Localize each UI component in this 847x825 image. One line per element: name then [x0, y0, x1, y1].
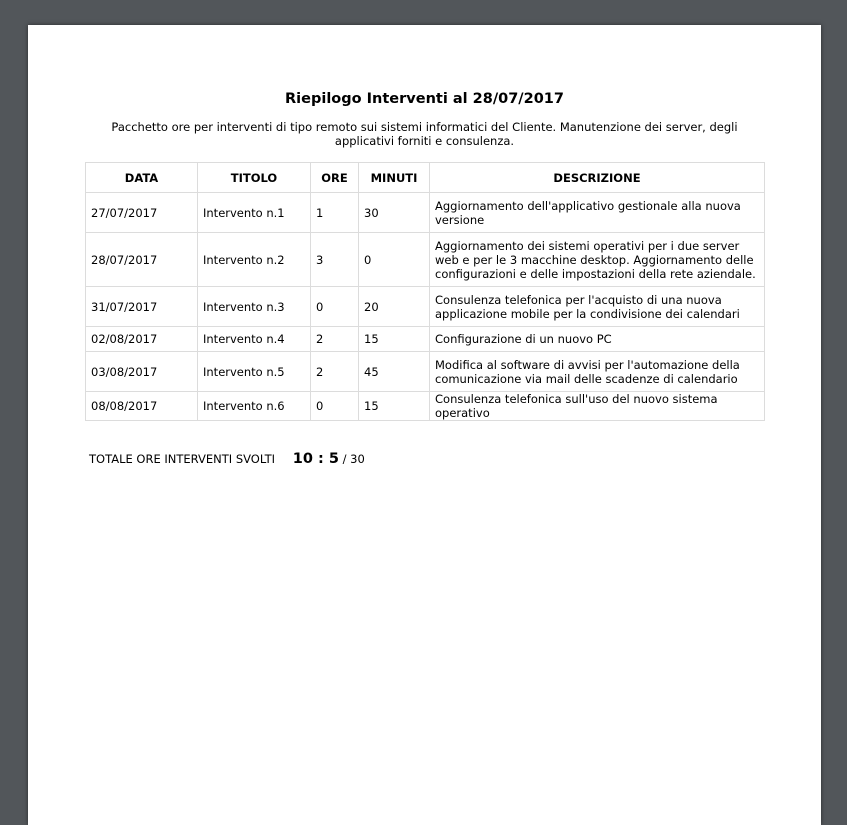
cell-minuti: 30 [359, 193, 430, 233]
cell-descrizione: Consulenza telefonica sull'uso del nuovo sistema operativo [430, 392, 765, 421]
table-row [86, 352, 765, 392]
cell-minuti: 20 [359, 287, 430, 327]
report-subtitle: Pacchetto ore per interventi di tipo remoto sui sistemi informatici del Cliente. Manutenzione dei server, degli applicativi forniti e consulenza. [111, 120, 738, 148]
report-title: Riepilogo Interventi al 28/07/2017 [285, 91, 564, 107]
cell-descrizione: Aggiornamento dell'applicativo gestionale alla nuova versione [430, 193, 765, 233]
package-hours: 30 [350, 452, 365, 466]
table-row [86, 327, 765, 352]
cell-minuti: 15 [359, 392, 430, 421]
total-hours: 10 [292, 451, 313, 467]
column-header-ore: ORE [311, 163, 359, 193]
cell-descrizione: Aggiornamento dei sistemi operativi per i due server web e per le 3 macchine desktop. Aggiornamento delle configurazioni e delle impostazioni della rete aziendale. [430, 233, 765, 287]
table-row [86, 287, 765, 327]
cell-titolo: Intervento n.6 [198, 392, 311, 421]
cell-titolo: Intervento n.4 [198, 327, 311, 352]
table-row [86, 233, 765, 287]
interventions-table [85, 162, 765, 421]
cell-titolo: Intervento n.3 [198, 287, 311, 327]
total-summary [89, 451, 365, 467]
cell-titolo: Intervento n.2 [198, 233, 311, 287]
cell-descrizione: Consulenza telefonica per l'acquisto di una nuova applicazione mobile per la condivisione dei calendari [430, 287, 765, 327]
cell-data: 28/07/2017 [86, 233, 198, 287]
total-label: TOTALE ORE INTERVENTI SVOLTI [89, 452, 276, 466]
cell-titolo: Intervento n.1 [198, 193, 311, 233]
cell-data: 02/08/2017 [86, 327, 198, 352]
cell-descrizione: Modifica al software di avvisi per l'automazione della comunicazione via mail delle scadenze di calendario [430, 352, 765, 392]
table-row [86, 193, 765, 233]
document-page [28, 25, 821, 825]
cell-data: 31/07/2017 [86, 287, 198, 327]
table-row [86, 392, 765, 421]
column-header-data: DATA [86, 163, 198, 193]
total-colon: : [317, 451, 324, 467]
column-header-titolo: TITOLO [198, 163, 311, 193]
cell-ore: 2 [311, 327, 359, 352]
cell-ore: 0 [311, 392, 359, 421]
cell-data: 08/08/2017 [86, 392, 198, 421]
cell-data: 03/08/2017 [86, 352, 198, 392]
cell-minuti: 15 [359, 327, 430, 352]
table-header-row [86, 163, 765, 193]
column-header-minuti: MINUTI [359, 163, 430, 193]
cell-minuti: 0 [359, 233, 430, 287]
cell-ore: 0 [311, 287, 359, 327]
total-separator: / [342, 452, 347, 466]
column-header-descrizione: DESCRIZIONE [430, 163, 765, 193]
total-minutes: 5 [328, 451, 339, 467]
cell-minuti: 45 [359, 352, 430, 392]
total-hours-minutes [293, 451, 339, 467]
cell-descrizione: Configurazione di un nuovo PC [430, 327, 765, 352]
cell-ore: 1 [311, 193, 359, 233]
cell-ore: 3 [311, 233, 359, 287]
cell-data: 27/07/2017 [86, 193, 198, 233]
cell-titolo: Intervento n.5 [198, 352, 311, 392]
cell-ore: 2 [311, 352, 359, 392]
